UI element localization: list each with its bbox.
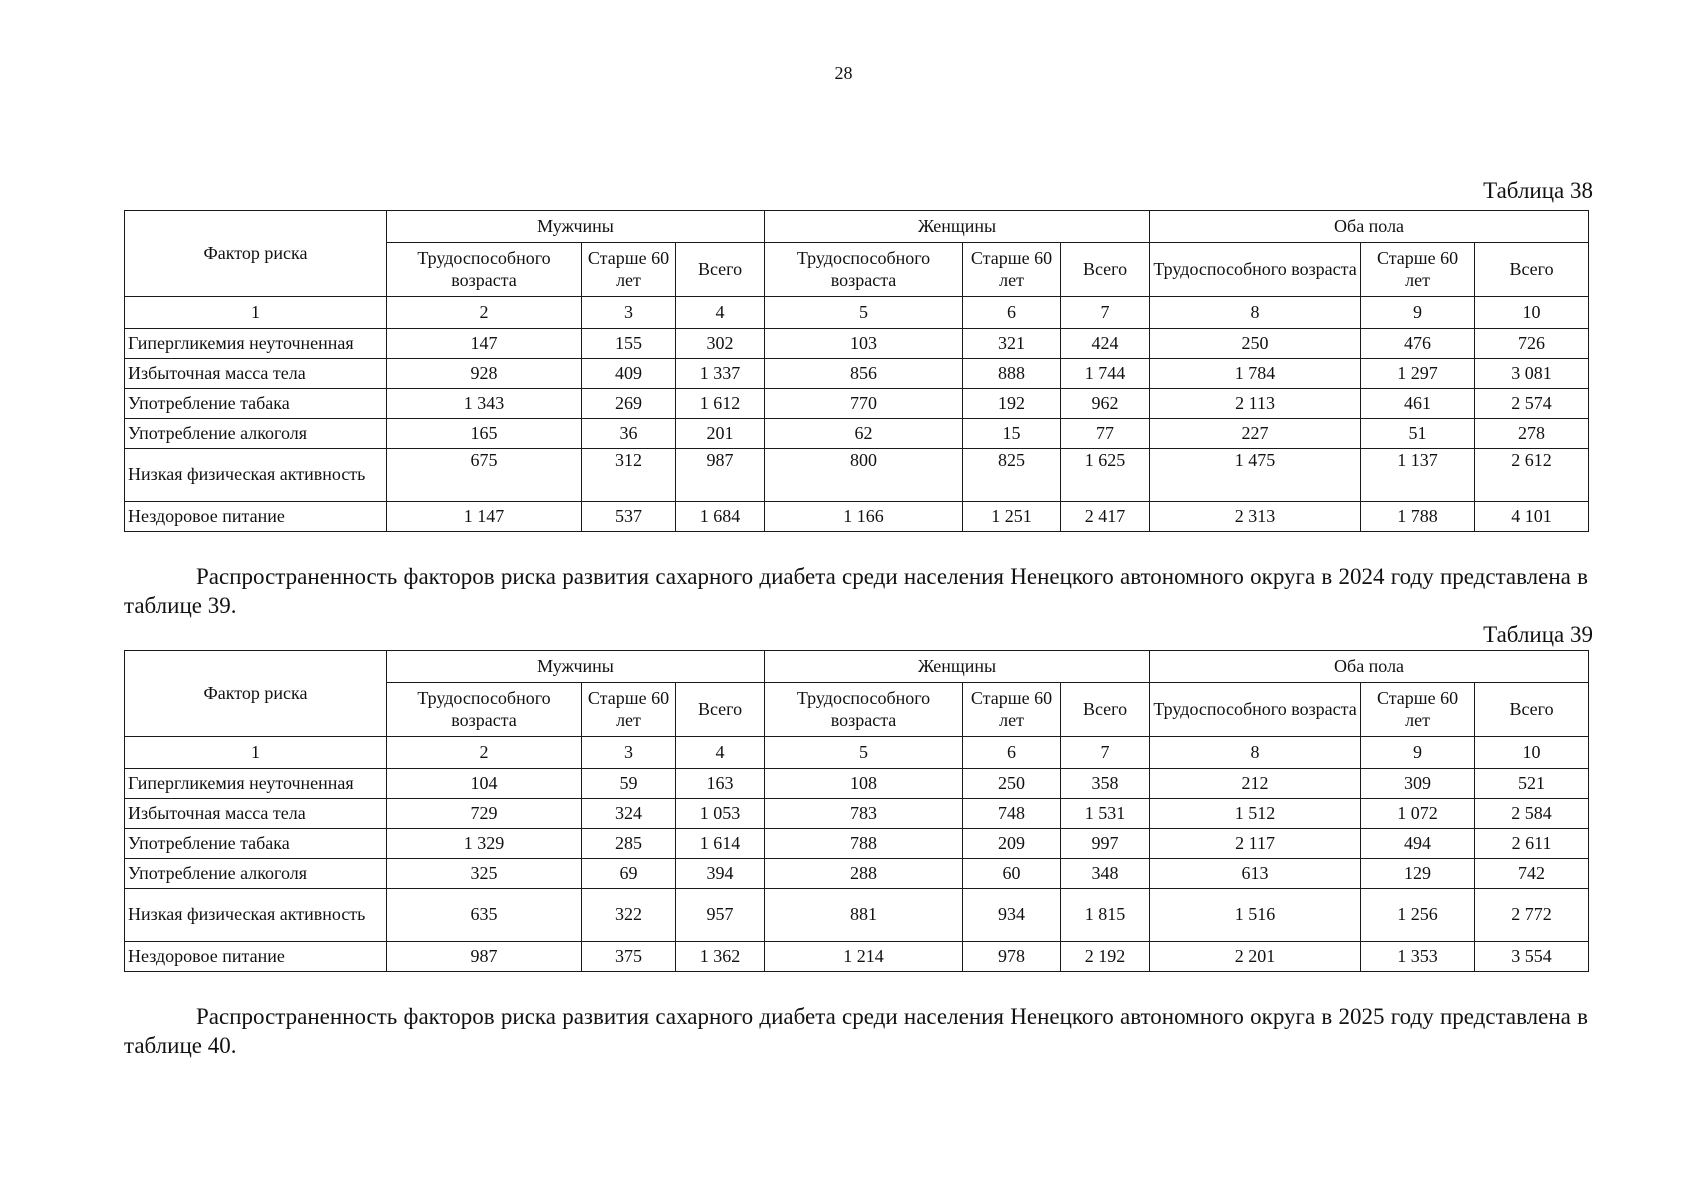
column-number: 9 [1361, 297, 1475, 329]
page-number: 28 [834, 63, 853, 83]
value-cell: 1 684 [676, 502, 765, 532]
value-cell: 325 [387, 859, 582, 889]
value-cell: 635 [387, 889, 582, 942]
value-cell: 888 [963, 359, 1061, 389]
value-cell: 726 [1475, 329, 1589, 359]
value-cell: 521 [1475, 769, 1589, 799]
header-group: Женщины [765, 651, 1150, 683]
value-cell: 770 [765, 389, 963, 419]
risk-factor-cell: Употребление алкоголя [125, 859, 387, 889]
column-number: 2 [387, 297, 582, 329]
header-group: Оба пола [1150, 211, 1589, 243]
table-row [125, 449, 1589, 502]
value-cell: 1 516 [1150, 889, 1361, 942]
value-cell: 36 [582, 419, 676, 449]
column-number: 1 [125, 297, 387, 329]
table-row [125, 942, 1589, 972]
value-cell: 358 [1061, 769, 1150, 799]
value-cell: 537 [582, 502, 676, 532]
table-row [125, 359, 1589, 389]
column-number: 6 [963, 737, 1061, 769]
table-caption: Таблица 39 [1483, 622, 1593, 647]
header-subcol: Всего [1475, 243, 1589, 297]
risk-factor-cell: Нездоровое питание [125, 942, 387, 972]
value-cell: 104 [387, 769, 582, 799]
value-cell: 1 815 [1061, 889, 1150, 942]
value-cell: 201 [676, 419, 765, 449]
value-cell: 2 611 [1475, 829, 1589, 859]
header-subcol: Трудоспособного возраста [387, 243, 582, 297]
value-cell: 1 362 [676, 942, 765, 972]
column-number: 2 [387, 737, 582, 769]
value-cell: 192 [963, 389, 1061, 419]
column-number: 5 [765, 297, 963, 329]
value-cell: 1 475 [1150, 449, 1361, 502]
risk-factor-cell: Нездоровое питание [125, 502, 387, 532]
value-cell: 2 417 [1061, 502, 1150, 532]
value-cell: 2 113 [1150, 389, 1361, 419]
value-cell: 476 [1361, 329, 1475, 359]
value-cell: 4 101 [1475, 502, 1589, 532]
value-cell: 742 [1475, 859, 1589, 889]
value-cell: 375 [582, 942, 676, 972]
value-cell: 825 [963, 449, 1061, 502]
header-subcol: Трудоспособного возраста [765, 243, 963, 297]
value-cell: 278 [1475, 419, 1589, 449]
table-row [125, 389, 1589, 419]
header-subcol: Трудоспособного возраста [1150, 243, 1361, 297]
column-number: 3 [582, 297, 676, 329]
value-cell: 285 [582, 829, 676, 859]
value-cell: 783 [765, 799, 963, 829]
column-number: 7 [1061, 297, 1150, 329]
value-cell: 324 [582, 799, 676, 829]
value-cell: 409 [582, 359, 676, 389]
header-factor: Фактор риска [125, 651, 387, 737]
risk-factor-cell: Гипергликемия неуточненная [125, 329, 387, 359]
value-cell: 1 072 [1361, 799, 1475, 829]
value-cell: 2 584 [1475, 799, 1589, 829]
value-cell: 1 137 [1361, 449, 1475, 502]
column-number: 10 [1475, 297, 1589, 329]
value-cell: 322 [582, 889, 676, 942]
value-cell: 321 [963, 329, 1061, 359]
value-cell: 69 [582, 859, 676, 889]
header-group: Мужчины [387, 211, 765, 243]
table-row [125, 889, 1589, 942]
value-cell: 108 [765, 769, 963, 799]
table-row [125, 799, 1589, 829]
value-cell: 288 [765, 859, 963, 889]
value-cell: 2 772 [1475, 889, 1589, 942]
value-cell: 1 147 [387, 502, 582, 532]
value-cell: 800 [765, 449, 963, 502]
value-cell: 2 117 [1150, 829, 1361, 859]
header-subcol: Всего [676, 243, 765, 297]
risk-factors-table [124, 650, 1589, 972]
column-number: 8 [1150, 737, 1361, 769]
value-cell: 2 201 [1150, 942, 1361, 972]
value-cell: 1 784 [1150, 359, 1361, 389]
value-cell: 1 744 [1061, 359, 1150, 389]
value-cell: 3 081 [1475, 359, 1589, 389]
column-number: 9 [1361, 737, 1475, 769]
body-paragraph: Распространенность факторов риска развития сахарного диабета среди населения Ненецкого автономного округа в 2024 году представлена в таблице 39. [124, 564, 1588, 618]
header-subcol: Старше 60 лет [582, 243, 676, 297]
header-factor: Фактор риска [125, 211, 387, 297]
value-cell: 103 [765, 329, 963, 359]
value-cell: 60 [963, 859, 1061, 889]
value-cell: 1 166 [765, 502, 963, 532]
risk-factor-cell: Низкая физическая активность [125, 449, 387, 502]
header-subcol: Всего [1475, 683, 1589, 737]
value-cell: 461 [1361, 389, 1475, 419]
table-caption: Таблица 38 [1483, 178, 1593, 203]
value-cell: 424 [1061, 329, 1150, 359]
value-cell: 250 [1150, 329, 1361, 359]
risk-factor-cell: Употребление табака [125, 829, 387, 859]
table-row [125, 859, 1589, 889]
body-paragraph: Распространенность факторов риска развития сахарного диабета среди населения Ненецкого автономного округа в 2025 году представлена в таблице 40. [124, 1004, 1588, 1058]
value-cell: 788 [765, 829, 963, 859]
value-cell: 1 512 [1150, 799, 1361, 829]
column-number: 1 [125, 737, 387, 769]
header-subcol: Всего [1061, 243, 1150, 297]
value-cell: 312 [582, 449, 676, 502]
risk-factor-cell: Избыточная масса тела [125, 799, 387, 829]
value-cell: 15 [963, 419, 1061, 449]
column-number: 6 [963, 297, 1061, 329]
value-cell: 348 [1061, 859, 1150, 889]
value-cell: 77 [1061, 419, 1150, 449]
column-number: 7 [1061, 737, 1150, 769]
value-cell: 1 625 [1061, 449, 1150, 502]
value-cell: 51 [1361, 419, 1475, 449]
table-row [125, 329, 1589, 359]
value-cell: 1 337 [676, 359, 765, 389]
column-number: 5 [765, 737, 963, 769]
header-subcol: Трудоспособного возраста [387, 683, 582, 737]
value-cell: 1 214 [765, 942, 963, 972]
column-number: 3 [582, 737, 676, 769]
header-subcol: Всего [1061, 683, 1150, 737]
value-cell: 729 [387, 799, 582, 829]
value-cell: 212 [1150, 769, 1361, 799]
value-cell: 856 [765, 359, 963, 389]
value-cell: 155 [582, 329, 676, 359]
value-cell: 309 [1361, 769, 1475, 799]
risk-factors-table [124, 210, 1589, 532]
value-cell: 1 251 [963, 502, 1061, 532]
value-cell: 494 [1361, 829, 1475, 859]
value-cell: 613 [1150, 859, 1361, 889]
value-cell: 962 [1061, 389, 1150, 419]
header-subcol: Всего [676, 683, 765, 737]
value-cell: 987 [676, 449, 765, 502]
header-subcol: Старше 60 лет [582, 683, 676, 737]
value-cell: 1 343 [387, 389, 582, 419]
value-cell: 1 531 [1061, 799, 1150, 829]
value-cell: 165 [387, 419, 582, 449]
value-cell: 163 [676, 769, 765, 799]
value-cell: 1 353 [1361, 942, 1475, 972]
header-group: Мужчины [387, 651, 765, 683]
value-cell: 1 612 [676, 389, 765, 419]
value-cell: 1 788 [1361, 502, 1475, 532]
value-cell: 748 [963, 799, 1061, 829]
header-subcol: Старше 60 лет [1361, 683, 1475, 737]
column-number: 10 [1475, 737, 1589, 769]
value-cell: 957 [676, 889, 765, 942]
value-cell: 3 554 [1475, 942, 1589, 972]
value-cell: 62 [765, 419, 963, 449]
table-row [125, 829, 1589, 859]
table-row [125, 502, 1589, 532]
header-subcol: Старше 60 лет [963, 683, 1061, 737]
value-cell: 209 [963, 829, 1061, 859]
column-number: 4 [676, 737, 765, 769]
value-cell: 2 192 [1061, 942, 1150, 972]
value-cell: 978 [963, 942, 1061, 972]
value-cell: 1 297 [1361, 359, 1475, 389]
table-row [125, 769, 1589, 799]
value-cell: 394 [676, 859, 765, 889]
value-cell: 987 [387, 942, 582, 972]
value-cell: 269 [582, 389, 676, 419]
value-cell: 1 256 [1361, 889, 1475, 942]
column-number: 4 [676, 297, 765, 329]
value-cell: 1 329 [387, 829, 582, 859]
header-subcol: Старше 60 лет [1361, 243, 1475, 297]
value-cell: 1 053 [676, 799, 765, 829]
risk-factor-cell: Употребление табака [125, 389, 387, 419]
header-group: Оба пола [1150, 651, 1589, 683]
header-group: Женщины [765, 211, 1150, 243]
value-cell: 675 [387, 449, 582, 502]
value-cell: 250 [963, 769, 1061, 799]
value-cell: 997 [1061, 829, 1150, 859]
header-subcol: Трудоспособного возраста [1150, 683, 1361, 737]
value-cell: 928 [387, 359, 582, 389]
value-cell: 2 612 [1475, 449, 1589, 502]
risk-factor-cell: Употребление алкоголя [125, 419, 387, 449]
value-cell: 2 574 [1475, 389, 1589, 419]
column-number: 8 [1150, 297, 1361, 329]
value-cell: 2 313 [1150, 502, 1361, 532]
risk-factor-cell: Гипергликемия неуточненная [125, 769, 387, 799]
value-cell: 59 [582, 769, 676, 799]
value-cell: 227 [1150, 419, 1361, 449]
header-subcol: Трудоспособного возраста [765, 683, 963, 737]
value-cell: 147 [387, 329, 582, 359]
value-cell: 881 [765, 889, 963, 942]
value-cell: 129 [1361, 859, 1475, 889]
value-cell: 934 [963, 889, 1061, 942]
value-cell: 1 614 [676, 829, 765, 859]
table-row [125, 419, 1589, 449]
risk-factor-cell: Низкая физическая активность [125, 889, 387, 942]
header-subcol: Старше 60 лет [963, 243, 1061, 297]
value-cell: 302 [676, 329, 765, 359]
risk-factor-cell: Избыточная масса тела [125, 359, 387, 389]
